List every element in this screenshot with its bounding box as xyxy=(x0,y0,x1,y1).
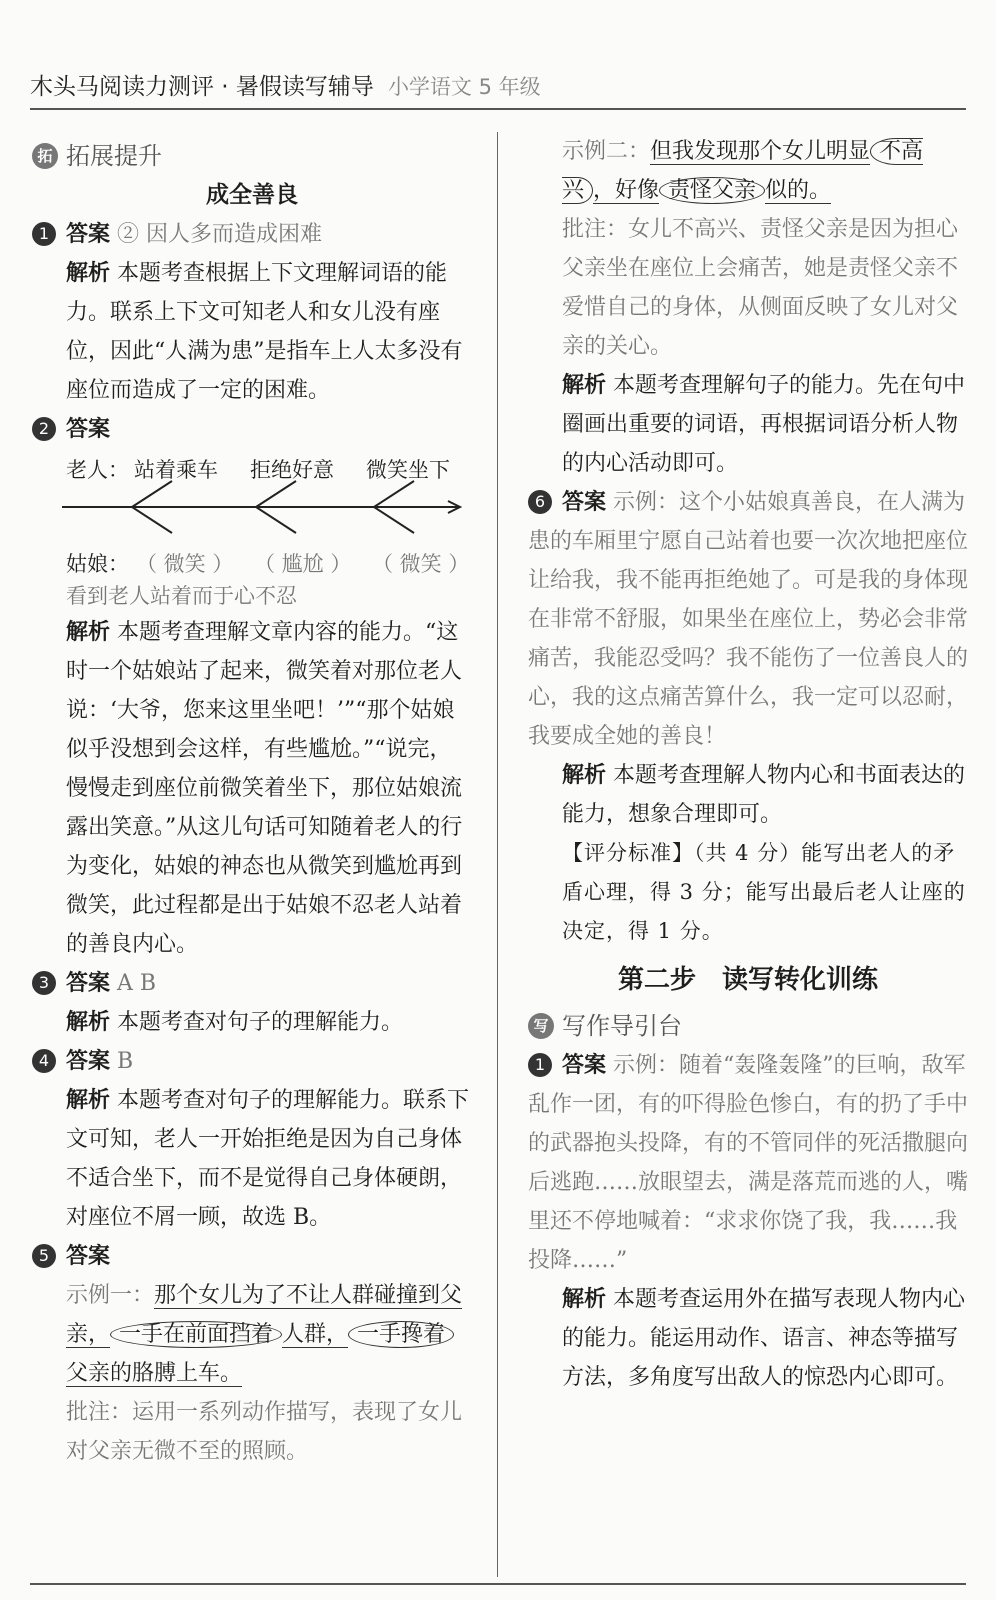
q3-number: 3 xyxy=(32,971,56,995)
girl-step-1: （ 微笑 ） xyxy=(136,552,234,576)
q6-analysis xyxy=(528,756,968,834)
q3-analysis-label: 解析 xyxy=(66,1010,111,1035)
old-man-step-1: 站着乘车 xyxy=(134,458,218,482)
q1-analysis-text: 本题考查根据上下文理解词语的能力。联系上下文可知老人和女儿没有座位，因此“人满为患”是指车上人太多没有座位而造成了一定的困难。 xyxy=(66,261,463,403)
q5-analysis xyxy=(528,366,968,483)
q6-scoring-criteria: 【评分标准】（共 4 分）能写出老人的矛盾心理，得 3 分；能写出最后老人让座的决定，得 1 分。 xyxy=(562,841,966,943)
example-1-circled-1: 一手在前面挡着 xyxy=(110,1321,282,1348)
w1-analysis-label: 解析 xyxy=(562,1287,607,1312)
q4-analysis xyxy=(32,1081,472,1237)
q1-answer xyxy=(32,215,472,254)
section-title: 拓展提升 xyxy=(66,141,162,170)
q1-analysis xyxy=(32,254,472,410)
q4-number: 4 xyxy=(32,1049,56,1073)
q4-answer-label: 答案 xyxy=(66,1049,111,1074)
q6-number: 6 xyxy=(528,490,552,514)
old-man-step-3: 微笑坐下 xyxy=(366,458,450,482)
left-column xyxy=(32,136,472,1471)
q6-answer xyxy=(528,483,968,756)
q2-answer-label: 答案 xyxy=(66,417,111,442)
old-man-step-2: 拒绝好意 xyxy=(250,458,334,482)
footer-rule xyxy=(30,1583,966,1585)
w1-answer xyxy=(528,1046,968,1280)
q4-answer xyxy=(32,1042,472,1081)
q3-analysis-text: 本题考查对句子的理解能力。 xyxy=(117,1010,404,1035)
q5-analysis-text: 本题考查理解句子的能力。先在句中圈画出重要的词语，再根据词语分析人物的内心活动即可。 xyxy=(562,373,966,476)
q3-analysis xyxy=(32,1003,472,1042)
header-title: 木头马阅读力测评 · 暑假读写辅导 xyxy=(30,74,374,100)
q1-answer-text: ② 因人多而造成困难 xyxy=(117,222,323,247)
girl-step-2: （ 尴尬 ） xyxy=(254,552,352,576)
q5-answer-label: 答案 xyxy=(66,1244,111,1269)
section-badge-icon: 写 xyxy=(528,1013,554,1039)
example-1-text-b: 到父亲， xyxy=(66,1283,463,1347)
w1-analysis-text: 本题考查运用外在描写表现人物内心的能力。能运用动作、语言、神态等描写方法，多角度写出敌人的惊恐内心即可。 xyxy=(562,1287,966,1390)
w1-answer-label: 答案 xyxy=(562,1053,607,1078)
q6-analysis-label: 解析 xyxy=(562,763,607,788)
w1-answer-text: 示例：随着“轰隆轰隆”的巨响，敌军乱作一团，有的吓得脸色惨白，有的扔了手中的武器抱头投降，有的不管同伴的死活撒腿向后逃跑……放眼望去，满是落荒而逃的人，嘴里还不停地喊着：“求求你饶了我，我……我投降……” xyxy=(528,1053,969,1273)
q3-answer-text: A B xyxy=(117,971,157,996)
girl-reason: 看到老人站着而于心不忍 xyxy=(66,584,297,608)
q5-answer xyxy=(32,1237,472,1276)
q2-answer xyxy=(32,410,472,449)
q2-analysis xyxy=(32,613,472,964)
section-heading-expand xyxy=(32,136,472,176)
section-badge-icon: 拓 xyxy=(32,143,58,169)
header-rule xyxy=(30,108,966,110)
example-1-circled-2: 一手搀着 xyxy=(348,1321,454,1348)
q5-analysis-label: 解析 xyxy=(562,373,607,398)
page-header xyxy=(30,68,541,101)
q1-analysis-label: 解析 xyxy=(66,261,111,286)
w1-analysis xyxy=(528,1280,968,1397)
q4-analysis-text: 本题考查对句子的理解能力。联系下文可知，老人一开始拒绝是因为自己身体不适合坐下，而不是觉得自己身体硬朗，对座位不屑一顾，故选 B。 xyxy=(66,1088,470,1230)
column-divider xyxy=(497,132,498,1577)
old-man-label: 老人： xyxy=(66,458,129,482)
q6-analysis-text: 本题考查理解人物内心和书面表达的能力，想象合理即可。 xyxy=(562,763,966,827)
step-two-title: 第二步 读写转化训练 xyxy=(617,965,878,995)
q2-analysis-label: 解析 xyxy=(66,620,111,645)
q1-answer-label: 答案 xyxy=(66,222,111,247)
q4-analysis-label: 解析 xyxy=(66,1088,111,1113)
example-1-label: 示例一： xyxy=(66,1283,155,1308)
q5-example-2 xyxy=(528,132,968,210)
example-2-circled-1: 不高兴 xyxy=(562,139,924,203)
q5-number: 5 xyxy=(32,1244,56,1268)
example-2-text-e: 似的。 xyxy=(765,178,832,203)
fishbone-arrow xyxy=(62,477,468,547)
q3-answer-label: 答案 xyxy=(66,971,111,996)
section-heading-writing xyxy=(528,1006,968,1046)
q6-answer-label: 答案 xyxy=(562,490,607,515)
section-title: 写作导引台 xyxy=(562,1011,682,1040)
example-2-text-c: ，好像 xyxy=(593,178,660,203)
q5-note-2: 批注：女儿不高兴、责怪父亲是因为担心父亲坐在座位上会痛苦，她是责怪父亲不爱惜自己的身体，从侧面反映了女儿对父亲的关心。 xyxy=(562,217,959,359)
example-1-text-a: 那个女儿为了不让人群碰撞 xyxy=(154,1283,419,1308)
right-column xyxy=(528,132,968,1397)
girl-label: 姑娘： xyxy=(66,552,129,576)
article-title: 成全善良 xyxy=(206,182,298,208)
w1-number: 1 xyxy=(528,1053,552,1077)
q1-number: 1 xyxy=(32,222,56,246)
header-subtitle: 小学语文 5 年级 xyxy=(387,75,541,99)
q2-number: 2 xyxy=(32,417,56,441)
example-1-text-d: 人群， xyxy=(282,1322,349,1347)
q5-example-1 xyxy=(32,1276,472,1393)
q2-diagram xyxy=(66,449,472,608)
example-1-text-f: 父亲的胳膊上车。 xyxy=(66,1361,243,1386)
q5-note-1: 批注：运用一系列动作描写，表现了女儿对父亲无微不至的照顾。 xyxy=(66,1400,463,1464)
q2-analysis-text: 本题考查理解文章内容的能力。“这时一个姑娘站了起来，微笑着对那位老人说：‘大爷，您来这里坐吧！’”“那个姑娘似乎没想到会这样，有些尴尬。”“说完，慢慢走到座位前微笑着坐下，那位姑娘流露出笑意。”从这儿句话可知随着老人的行为变化，姑娘的神态也从微笑到尴尬再到微笑，此过程都是出于姑娘不忍老人站着的善良内心。 xyxy=(66,620,463,957)
example-2-circled-2: 责怪父亲 xyxy=(659,177,765,204)
example-2-text-a: 但我发现那个女儿明显 xyxy=(650,139,871,164)
q6-answer-text: 示例：这个小姑娘真善良，在人满为患的车厢里宁愿自己站着也要一次次地把座位让给我，我不能再拒绝她了。可是我的身体现在非常不舒服，如果坐在座位上，势必会非常痛苦，我能忍受吗？我不能伤了一位善良人的心，我的这点痛苦算什么，我一定可以忍耐，我要成全她的善良！ xyxy=(528,490,969,749)
q3-answer xyxy=(32,964,472,1003)
example-2-label: 示例二： xyxy=(562,139,651,164)
girl-step-3: （ 微笑 ） xyxy=(372,552,470,576)
q4-answer-text: B xyxy=(117,1049,134,1074)
